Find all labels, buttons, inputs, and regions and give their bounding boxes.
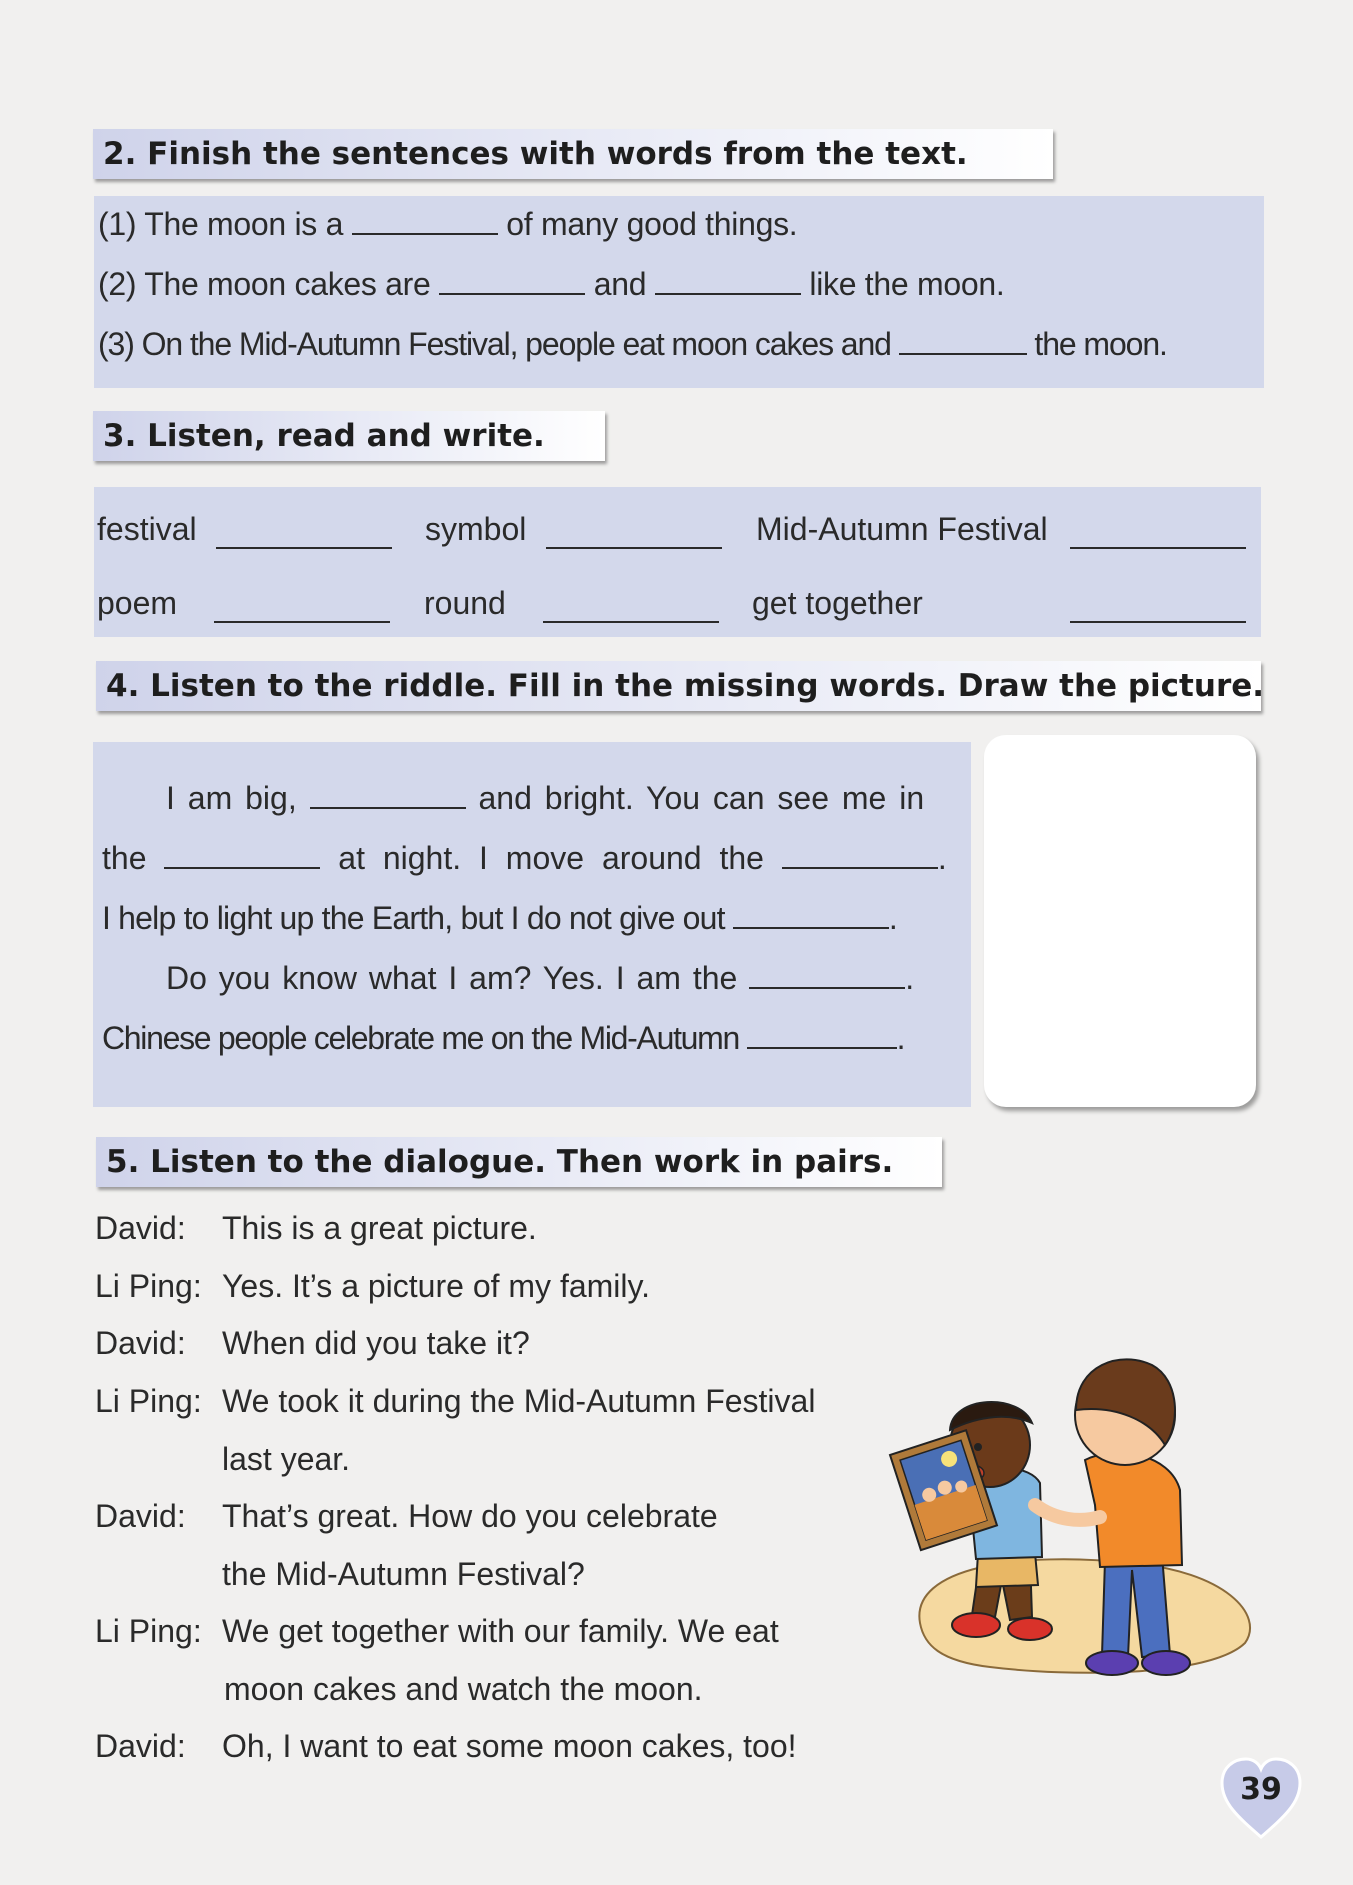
section-3-heading: 3. Listen, read and write.	[93, 411, 605, 461]
riddle-line-2-text-c: .	[937, 840, 947, 876]
boys-with-picture-illustration	[880, 1305, 1270, 1695]
word-mid-autumn-festival-blank[interactable]	[1070, 545, 1246, 549]
sentence-3-text-a: (3) On the Mid-Autumn Festival, people eat moon cakes and	[98, 326, 899, 362]
sentence-2	[98, 266, 1004, 303]
dialogue-5-line-2: the Mid-Autumn Festival?	[222, 1556, 585, 1592]
sentence-2-blank-1[interactable]	[439, 269, 585, 295]
riddle-line-5	[102, 1020, 904, 1057]
dialogue-2-line-1: Yes. It’s a picture of my family.	[222, 1268, 651, 1304]
section-2-panel	[94, 196, 1264, 388]
dialogue-3-line-1: When did you take it?	[222, 1325, 530, 1361]
riddle-line-5-text-a: Chinese people celebrate me on the Mid-Autumn	[102, 1020, 747, 1056]
dialogue-6-line-2: moon cakes and watch the moon.	[224, 1671, 703, 1707]
riddle-line-3	[102, 900, 897, 937]
dialogue-5-line-1: That’s great. How do you celebrate	[222, 1498, 718, 1534]
sentence-3-blank[interactable]	[899, 329, 1027, 355]
word-get-together-blank[interactable]	[1070, 619, 1246, 623]
word-round-blank[interactable]	[543, 619, 719, 623]
riddle-blank-6[interactable]	[747, 1023, 897, 1049]
sentence-1-text-a: (1) The moon is a	[98, 206, 352, 242]
dialogue-4-line-2: last year.	[222, 1441, 351, 1477]
riddle-blank-1[interactable]	[310, 783, 466, 809]
dialogue-3-speaker: David:	[95, 1325, 186, 1361]
riddle-line-1	[166, 780, 924, 817]
dialogue-5-speaker: David:	[95, 1498, 186, 1534]
riddle-line-4-text-a: Do you know what I am? Yes. I am the	[166, 960, 750, 996]
sentence-1	[98, 206, 797, 243]
riddle-line-3-text-a: I help to light up the Earth, but I do not give out	[102, 900, 733, 936]
riddle-line-2	[102, 840, 947, 877]
section-4-heading: 4. Listen to the riddle. Fill in the missing words. Draw the picture.	[96, 661, 1261, 711]
riddle-blank-2[interactable]	[164, 843, 320, 869]
riddle-line-4-text-b: .	[905, 960, 915, 996]
sentence-1-text-b: of many good things.	[497, 206, 798, 242]
riddle-line-2-text-b: at night. I move around the	[320, 840, 782, 876]
section-3-panel	[94, 487, 1261, 637]
riddle-line-1-text-b: and bright. You can see me in	[465, 780, 925, 816]
word-festival: festival	[97, 511, 197, 547]
sentence-2-text-b: and	[585, 266, 655, 302]
riddle-blank-3[interactable]	[782, 843, 938, 869]
riddle-line-2-text-a: the	[102, 840, 165, 876]
word-symbol: symbol	[425, 511, 527, 547]
word-poem-blank[interactable]	[214, 619, 390, 623]
word-symbol-blank[interactable]	[546, 545, 722, 549]
sentence-3	[98, 326, 1167, 363]
dialogue-7-line-1: Oh, I want to eat some moon cakes, too!	[222, 1728, 797, 1764]
word-get-together: get together	[752, 585, 923, 621]
riddle-line-1-text-a: I am big,	[166, 780, 310, 816]
riddle-line-4	[166, 960, 914, 997]
riddle-line-3-text-b: .	[888, 900, 897, 936]
dialogue-6-line-1: We get together with our family. We eat	[222, 1613, 779, 1649]
word-poem: poem	[97, 585, 178, 621]
dialogue-1-speaker: David:	[95, 1210, 186, 1246]
dialogue-1-line-1: This is a great picture.	[222, 1210, 537, 1246]
dialogue-7-speaker: David:	[95, 1728, 186, 1764]
dialogue-4-speaker: Li Ping:	[95, 1383, 202, 1419]
section-5-heading: 5. Listen to the dialogue. Then work in pairs.	[96, 1137, 942, 1187]
dialogue-2-speaker: Li Ping:	[95, 1268, 202, 1304]
word-round: round	[424, 585, 506, 621]
riddle-line-5-text-b: .	[896, 1020, 905, 1056]
section-2-heading: 2. Finish the sentences with words from the text.	[93, 129, 1053, 179]
word-festival-blank[interactable]	[216, 545, 392, 549]
sentence-2-text-c: like the moon.	[800, 266, 1005, 302]
sentence-2-text-a: (2) The moon cakes are	[98, 266, 440, 302]
drawing-box[interactable]	[984, 735, 1256, 1107]
dialogue-4-line-1: We took it during the Mid-Autumn Festival	[222, 1383, 816, 1419]
page-number: 39	[1240, 1772, 1282, 1807]
sentence-1-blank[interactable]	[352, 209, 498, 235]
sentence-2-blank-2[interactable]	[655, 269, 801, 295]
word-mid-autumn-festival: Mid-Autumn Festival	[756, 511, 1048, 547]
riddle-blank-4[interactable]	[733, 903, 889, 929]
riddle-blank-5[interactable]	[749, 963, 905, 989]
sentence-3-text-b: the moon.	[1026, 326, 1167, 362]
dialogue-6-speaker: Li Ping:	[95, 1613, 202, 1649]
